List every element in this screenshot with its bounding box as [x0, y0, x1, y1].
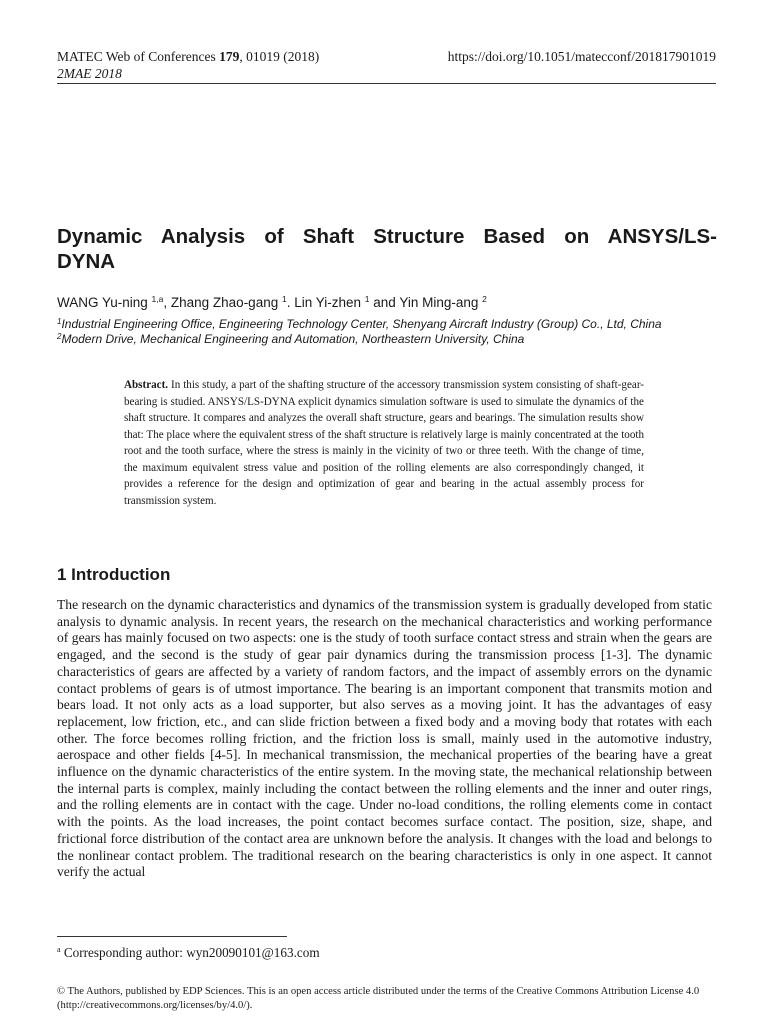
journal-name: MATEC Web of Conferences	[57, 49, 220, 64]
affiliation-text: Modern Drive, Mechanical Engineering and Automation, Northeastern University, China	[61, 332, 525, 346]
abstract-text: In this study, a part of the shafting structure of the accessory transmission system consisting of shaft-gear-bearing is studied. ANSYS/LS-DYNA explicit dynamics simulation software is used to simulate the dynamics of the shaft structure. It compares and analyzes the overall shaft structure, gears and bearings. The simulation results show that: The place where the equivalent stress of the shaft structure is relatively large is mainly concentrated at the tooth root and the tooth surface, where the stress is mainly in the vicinity of two or three teeth. With the change of time, the maximum equivalent stress value and position of the rolling elements are also correspondingly changed, it provides a reference for the design and optimization of gear and bearing in the actual assembly process for transmission system.	[124, 379, 644, 507]
footnote-mark: a	[57, 945, 61, 954]
footnote-text: Corresponding author: wyn20090101@163.com	[60, 945, 320, 960]
abstract	[124, 377, 644, 509]
conference-name: 2MAE 2018	[57, 66, 122, 81]
author-affiliation-mark: 2	[482, 294, 487, 304]
author-list	[57, 294, 487, 311]
section-heading: 1 Introduction	[57, 565, 171, 584]
affiliation-item	[57, 332, 662, 347]
author-separator: ,	[163, 295, 171, 310]
author-name: WANG Yu-ning	[57, 295, 152, 310]
section-body-paragraph: The research on the dynamic characteristics and dynamics of the transmission system is gradually developed from static analysis to dynamic analysis. In recent years, the research on the mechanical characteristics and working performance of gears has mainly focused on two aspects: one is the study of tooth surface contact stress and strain when the gears are engaged, and the second is the study of gear pair dynamics during the transmission process [1-3]. The dynamic characteristics of gears are affected by a variety of random factors, and the impact of assembly errors on the dynamic contact problems of gears is of utmost importance. The bearing is an important component that transmits motion and bears load. It not only acts as a load supporter, but also serves as a moving joint. It has the advantages of easy replacement, low friction, etc., and can slide friction between a fixed body and a moving body that rotates with each other. The force becomes rolling friction, and the friction loss is small, mainly used in the automotive industry, aerospace and other fields [4-5]. In mechanical transmission, the mechanical properties of the bearing have a great influence on the dynamic characteristics of the entire system. In the moving state, the mechanical relationship between the internal parts is complex, mainly including the contact between the rolling elements and the inner and outer rings, and the rolling elements are in contact with the cage. Under no-load conditions, the rolling elements come in contact with the points. As the load increases, the point contact becomes surface contact. The position, size, shape, and frictional force distribution of the contact area are unknown before the analysis. It changes with the load and belongs to the nonlinear contact problem. The traditional research on the bearing characteristics is only in one aspect. It cannot verify the actual	[57, 597, 712, 880]
author-separator: .	[286, 295, 295, 310]
article-number: , 01019 (2018)	[239, 49, 320, 64]
license-notice: © The Authors, published by EDP Sciences. This is an open access article distributed under the terms of the Creative Commons Attribution License 4.0 (http://creativecommons.org/licenses/by/4.0/).	[57, 986, 700, 1011]
paper-title	[57, 224, 717, 274]
affiliation-list	[57, 317, 662, 347]
journal-volume: 179	[219, 49, 240, 64]
author-separator: and	[369, 295, 400, 310]
running-header-journal	[57, 48, 319, 82]
author-affiliation-mark: 1,a	[151, 294, 164, 304]
author-name: Lin Yi-zhen	[294, 295, 365, 310]
affiliation-mark: 1	[57, 317, 62, 326]
header-divider	[57, 83, 716, 84]
doi-link[interactable]: https://doi.org/10.1051/matecconf/201817901019	[447, 49, 716, 64]
abstract-label: Abstract.	[124, 379, 169, 391]
author-affiliation-mark: 1	[364, 294, 370, 304]
affiliation-text: Industrial Engineering Office, Engineering Technology Center, Shenyang Aircraft Industry (Group) Co., Ltd, China	[61, 317, 662, 331]
paper-title-line-1: Dynamic Analysis of Shaft Structure Based on ANSYS/LS-	[57, 225, 717, 248]
author-affiliation-mark: 1	[281, 294, 287, 304]
footnote-divider	[57, 936, 287, 937]
author-name: Yin Ming-ang	[399, 295, 483, 310]
author-name: Zhang Zhao-gang	[170, 295, 282, 310]
affiliation-item	[57, 317, 662, 332]
paper-title-line-2: DYNA	[57, 250, 116, 273]
footnote	[57, 945, 320, 961]
affiliation-mark: 2	[57, 332, 62, 341]
